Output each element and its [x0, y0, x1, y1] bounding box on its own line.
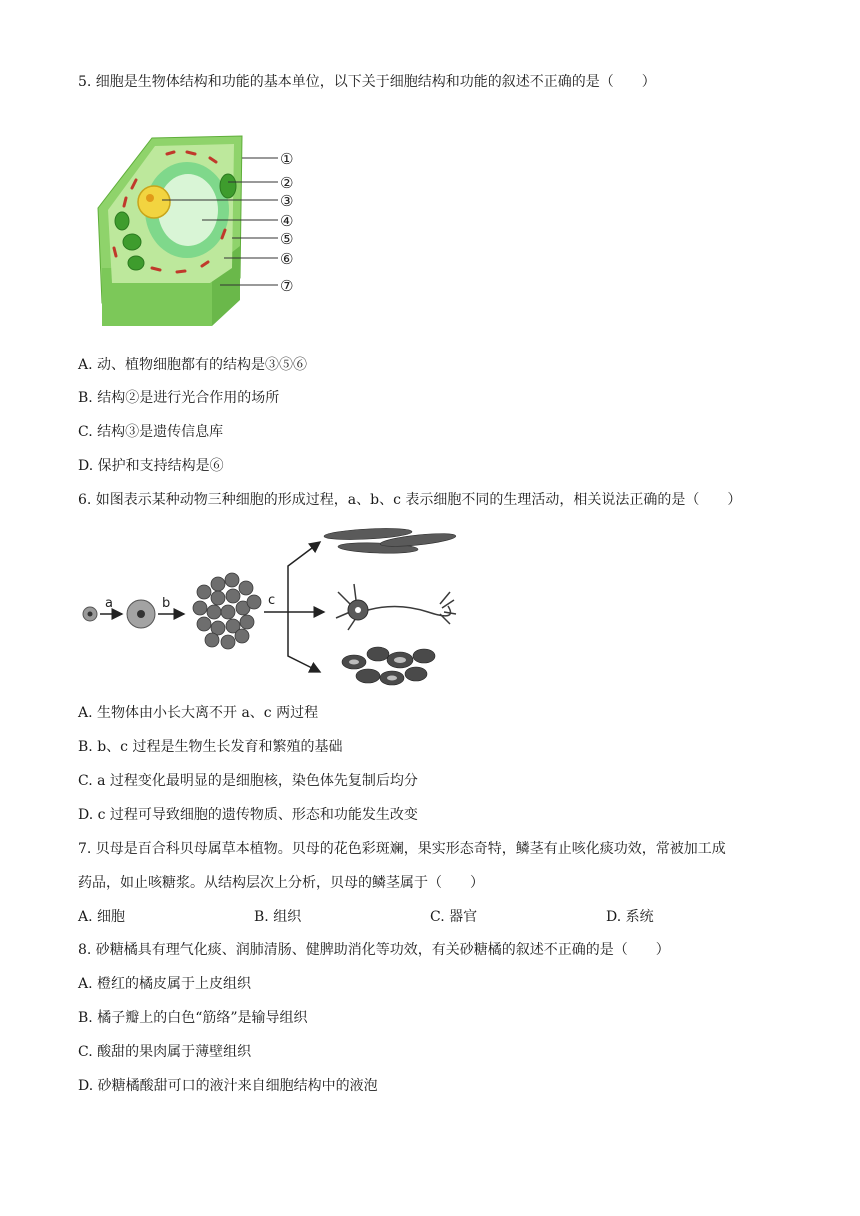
q7-option-d: D. 系统: [606, 909, 654, 925]
q7-option-a: A. 细胞: [78, 909, 126, 925]
label-a: a: [105, 596, 113, 611]
q7-stem-line2: 药品，如止咳糖浆。从结构层次上分析，贝母的鳞茎属于（ ）: [78, 875, 484, 891]
label-7: ⑦: [280, 277, 294, 295]
label-5: ⑤: [280, 230, 294, 248]
q5-option-b: B. 结构②是进行光合作用的场所: [78, 390, 280, 406]
q8-option-c: C. 酸甜的果肉属于薄壁组织: [78, 1044, 252, 1060]
q6-option-c: C. a 过程变化最明显的是细胞核，染色体先复制后均分: [78, 773, 418, 789]
label-b: b: [162, 596, 171, 611]
q8-option-d: D. 砂糖橘酸甜可口的液汁来自细胞结构中的液泡: [78, 1078, 378, 1094]
q8-option-a: A. 橙红的橘皮属于上皮组织: [78, 976, 252, 992]
q5-option-c: C. 结构③是遗传信息库: [78, 424, 224, 440]
q5-option-a: A. 动、植物细胞都有的结构是③⑤⑥: [78, 357, 308, 373]
q6-option-a: A. 生物体由小长大离不开 a、c 两过程: [78, 705, 319, 721]
label-3: ③: [280, 192, 294, 210]
q6-option-d: D. c 过程可导致细胞的遗传物质、形态和功能发生改变: [78, 807, 418, 823]
q7-stem-line1: 7. 贝母是百合科贝母属草本植物。贝母的花色彩斑斓，果实形态奇特，鳞茎有止咳化痰功效，常被加工成: [78, 841, 726, 857]
q5-option-d: D. 保护和支持结构是⑥: [78, 458, 224, 474]
q6-stem: 6. 如图表示某种动物三种细胞的形成过程，a、b、c 表示细胞不同的生理活动，相关说法正确的是（ ）: [78, 492, 742, 508]
q6-option-b: B. b、c 过程是生物生长发育和繁殖的基础: [78, 739, 343, 755]
plant-cell-diagram: [92, 128, 312, 328]
label-2: ②: [280, 174, 294, 192]
label-1: ①: [280, 150, 294, 168]
q5-stem: 5. 细胞是生物体结构和功能的基本单位，以下关于细胞结构和功能的叙述不正确的是（ ）: [78, 74, 656, 90]
label-c: c: [268, 593, 276, 608]
label-4: ④: [280, 212, 294, 230]
label-6: ⑥: [280, 250, 294, 268]
q8-stem: 8. 砂糖橘具有理气化痰、润肺清肠、健脾助消化等功效，有关砂糖橘的叙述不正确的是（ ）: [78, 942, 670, 958]
q8-option-b: B. 橘子瓣上的白色“筋络”是输导组织: [78, 1010, 308, 1026]
q7-option-c: C. 器官: [430, 909, 478, 925]
cell-differentiation-diagram: [78, 522, 468, 690]
q7-option-b: B. 组织: [254, 909, 302, 925]
